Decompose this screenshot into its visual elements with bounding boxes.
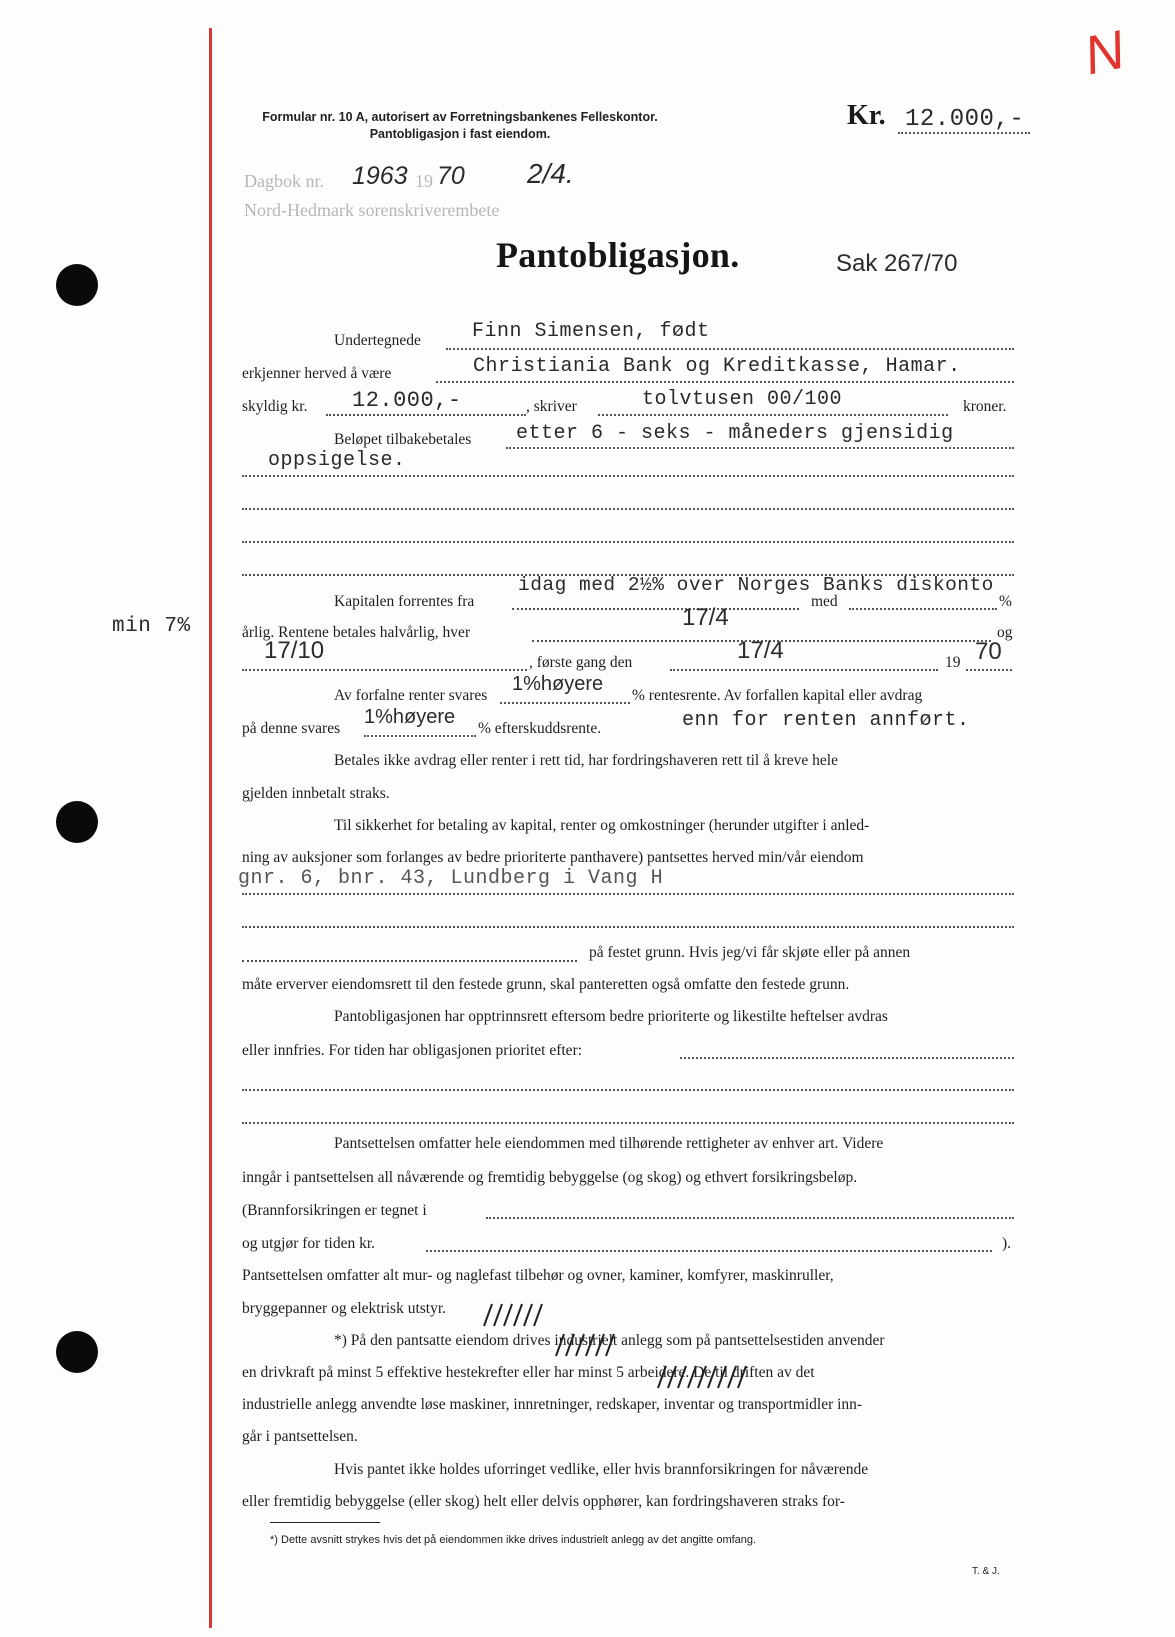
- p3-line1: på festet grunn. Hvis jeg/vi får skjøte eller på annen: [589, 944, 911, 961]
- undertegnede-label: Undertegnede: [334, 332, 421, 349]
- kr-label: Kr.: [847, 100, 886, 131]
- amount-line: [326, 414, 526, 416]
- p7-line2: en drivkraft på minst 5 effektive hestekrefter eller har minst 5 arbeidere. De til driften av det: [242, 1364, 815, 1381]
- erkjenner-label: erkjenner herved å være: [242, 365, 392, 382]
- late-capital-line: [364, 735, 476, 737]
- strike-marks: [470, 1298, 770, 1403]
- av-forfalne-label: Av forfalne renter svares: [334, 687, 488, 704]
- first-year-line: [966, 669, 1012, 671]
- p4-line2: eller innfries. For tiden har obligasjonen prioritet efter:: [242, 1042, 583, 1059]
- arlig-label: årlig. Rentene betales halvårlig, hver: [242, 624, 471, 641]
- repayment-line-1: etter 6 - seks - måneders gjensidig: [516, 422, 954, 445]
- form-header: [240, 109, 680, 143]
- amount-numeric: 12.000,-: [352, 388, 462, 413]
- enn-note: enn for renten annført.: [682, 709, 970, 732]
- interest-date-2: 17/10: [264, 637, 325, 664]
- rentesrente-text: % rentesrente. Av forfallen kapital eller avdrag: [632, 687, 923, 704]
- dagbok-label: Dagbok nr.: [244, 171, 324, 191]
- year-prefix: 19: [945, 654, 961, 671]
- kr-amount-line: [898, 132, 1030, 134]
- debtor-name: Finn Simensen, født: [472, 320, 710, 343]
- dagbok-date: 2/4.: [527, 158, 574, 189]
- margin-note: min 7%: [112, 615, 191, 638]
- p8-line1: Hvis pantet ikke holdes uforringet vedlike, eller hvis brannforsikringen for nåværende: [334, 1461, 869, 1478]
- blank-dotline-2: [242, 541, 1014, 543]
- og-label: og: [997, 624, 1013, 641]
- skyldig-label: skyldig kr.: [242, 398, 308, 415]
- blank-dotline-1: [242, 508, 1014, 510]
- creditor-name: Christiania Bank og Kreditkasse, Hamar.: [473, 355, 961, 378]
- repayment-line-2: oppsigelse.: [268, 449, 406, 472]
- first-date-line: [670, 669, 938, 671]
- dagbok-year-prefix: 19: [415, 171, 433, 191]
- belopet-label: Beløpet tilbakebetales: [334, 431, 472, 448]
- p5-line3: (Brannforsikringen er tegnet i: [242, 1202, 427, 1219]
- insurance-dotline: [486, 1217, 1014, 1219]
- case-number: Sak 267/70: [836, 250, 958, 277]
- priority-dotline-2: [242, 1089, 1014, 1091]
- p5-line1: Pantsettelsen omfatter hele eiendommen med tilhørende rettigheter av enhver art. Videre: [334, 1135, 884, 1152]
- interest-rate-line: [849, 608, 997, 610]
- p6-line2: bryggepanner og elektrisk utstyr.: [242, 1300, 447, 1317]
- dagbok-number: 1963: [352, 162, 408, 190]
- kr-amount: 12.000,-: [905, 106, 1025, 133]
- skriver-label: , skriver: [526, 398, 577, 415]
- percent-label: %: [999, 593, 1012, 610]
- late-interest-line: [500, 702, 630, 704]
- punch-hole-middle: [56, 801, 98, 843]
- repayment-dotline-1: [506, 447, 1014, 449]
- repayment-dotline-2: [242, 475, 1014, 477]
- p2-line2: ning av auksjoner som forlanges av bedre prioriterte panthavere) pantsettes herved min/vår eiendom: [242, 849, 864, 866]
- p5-line4-end: ).: [1002, 1235, 1012, 1252]
- p1-line1: Betales ikke avdrag eller renter i rett tid, har fordringshaveren rett til å kreve hele: [334, 752, 838, 769]
- first-date: 17/4: [737, 637, 784, 664]
- p4-line1: Pantobligasjonen har opptrinnsrett eftersom bedre prioriterte og likestilte heftelser avdras: [334, 1008, 888, 1025]
- kapitalen-label: Kapitalen forrentes fra: [334, 593, 475, 610]
- interest-date-2-line: [242, 669, 527, 671]
- priority-dotline-1: [680, 1057, 1014, 1059]
- property-dotline-2: [242, 926, 1014, 928]
- p5-line2: inngår i pantsettelsen all nåværende og fremtidig bebyggelse (og skog) og ethvert forsikringsbeløp.: [242, 1169, 858, 1186]
- p3-line2: måte erverver eiendomsrett til den festede grunn, skal panteretten også omfatte den festede grunn.: [242, 976, 850, 993]
- insurance-amount-dotline: [426, 1250, 992, 1252]
- interest-date-1: 17/4: [682, 604, 729, 631]
- corner-mark: N: [1079, 19, 1130, 87]
- registry-office: Nord-Hedmark sorenskriverembete: [244, 200, 500, 220]
- p1-line2: gjelden innbetalt straks.: [242, 785, 390, 802]
- form-header-line1: Formular nr. 10 A, autorisert av Forretningsbankenes Felleskontor.: [262, 110, 658, 124]
- amount-words: tolvtusen 00/100: [642, 388, 843, 411]
- document-title: Pantobligasjon.: [496, 235, 740, 275]
- efterskudd-label: % efterskuddsrente.: [478, 720, 602, 737]
- late-capital: 1%høyere: [364, 706, 456, 728]
- punch-hole-top: [56, 264, 98, 306]
- amount-words-line: [598, 414, 948, 416]
- debtor-line: [446, 348, 1014, 350]
- punch-hole-bottom: [56, 1331, 98, 1373]
- priority-dotline-3: [242, 1122, 1014, 1124]
- printer-mark: T. & J.: [972, 1566, 1000, 1577]
- kroner-label: kroner.: [963, 398, 1007, 415]
- p6-line1: Pantsettelsen omfatter alt mur- og naglefast tilbehør og ovner, kaminer, komfyrer, maskinruller,: [242, 1267, 834, 1284]
- creditor-line: [436, 381, 1014, 383]
- footnote: *) Dette avsnitt strykes hvis det på eiendommen ikke drives industrielt anlegg av det angitte omfang.: [270, 1534, 757, 1546]
- p2-line1: Til sikkerhet for betaling av kapital, renter og omkostninger (herunder utgifter i anled-: [334, 817, 870, 834]
- property-description: gnr. 6, bnr. 43, Lundberg i Vang H: [238, 867, 664, 890]
- med-label: med: [811, 593, 838, 610]
- p5-line4: og utgjør for tiden kr.: [242, 1235, 376, 1252]
- p8-line2: eller fremtidig bebyggelse (eller skog) helt eller delvis opphører, kan fordringshaveren straks for-: [242, 1493, 845, 1510]
- interest-from: idag med 2½% over Norges Banks diskonto: [518, 574, 994, 596]
- p7-line1: *) På den pantsatte eiendom drives industrielt anlegg som på pantsettelsestiden anvender: [334, 1332, 885, 1349]
- late-interest: 1%høyere: [512, 673, 604, 695]
- property-dotline-3: [242, 960, 577, 962]
- red-margin-line: [209, 28, 212, 1628]
- footnote-rule: [270, 1522, 380, 1523]
- property-dotline-1: [242, 893, 1014, 895]
- dagbok-year: 70: [437, 162, 465, 190]
- first-year: 70: [975, 638, 1002, 665]
- forste-gang-label: , første gang den: [529, 654, 633, 671]
- p7-line3: industrielle anlegg anvendte løse maskiner, innretninger, redskaper, inventar og transportmidler inn-: [242, 1396, 863, 1413]
- form-header-line2: Pantobligasjon i fast eiendom.: [369, 127, 551, 141]
- pa-denne-label: på denne svares: [242, 720, 341, 737]
- interest-from-line: [512, 608, 799, 610]
- p7-line4: går i pantsettelsen.: [242, 1428, 358, 1445]
